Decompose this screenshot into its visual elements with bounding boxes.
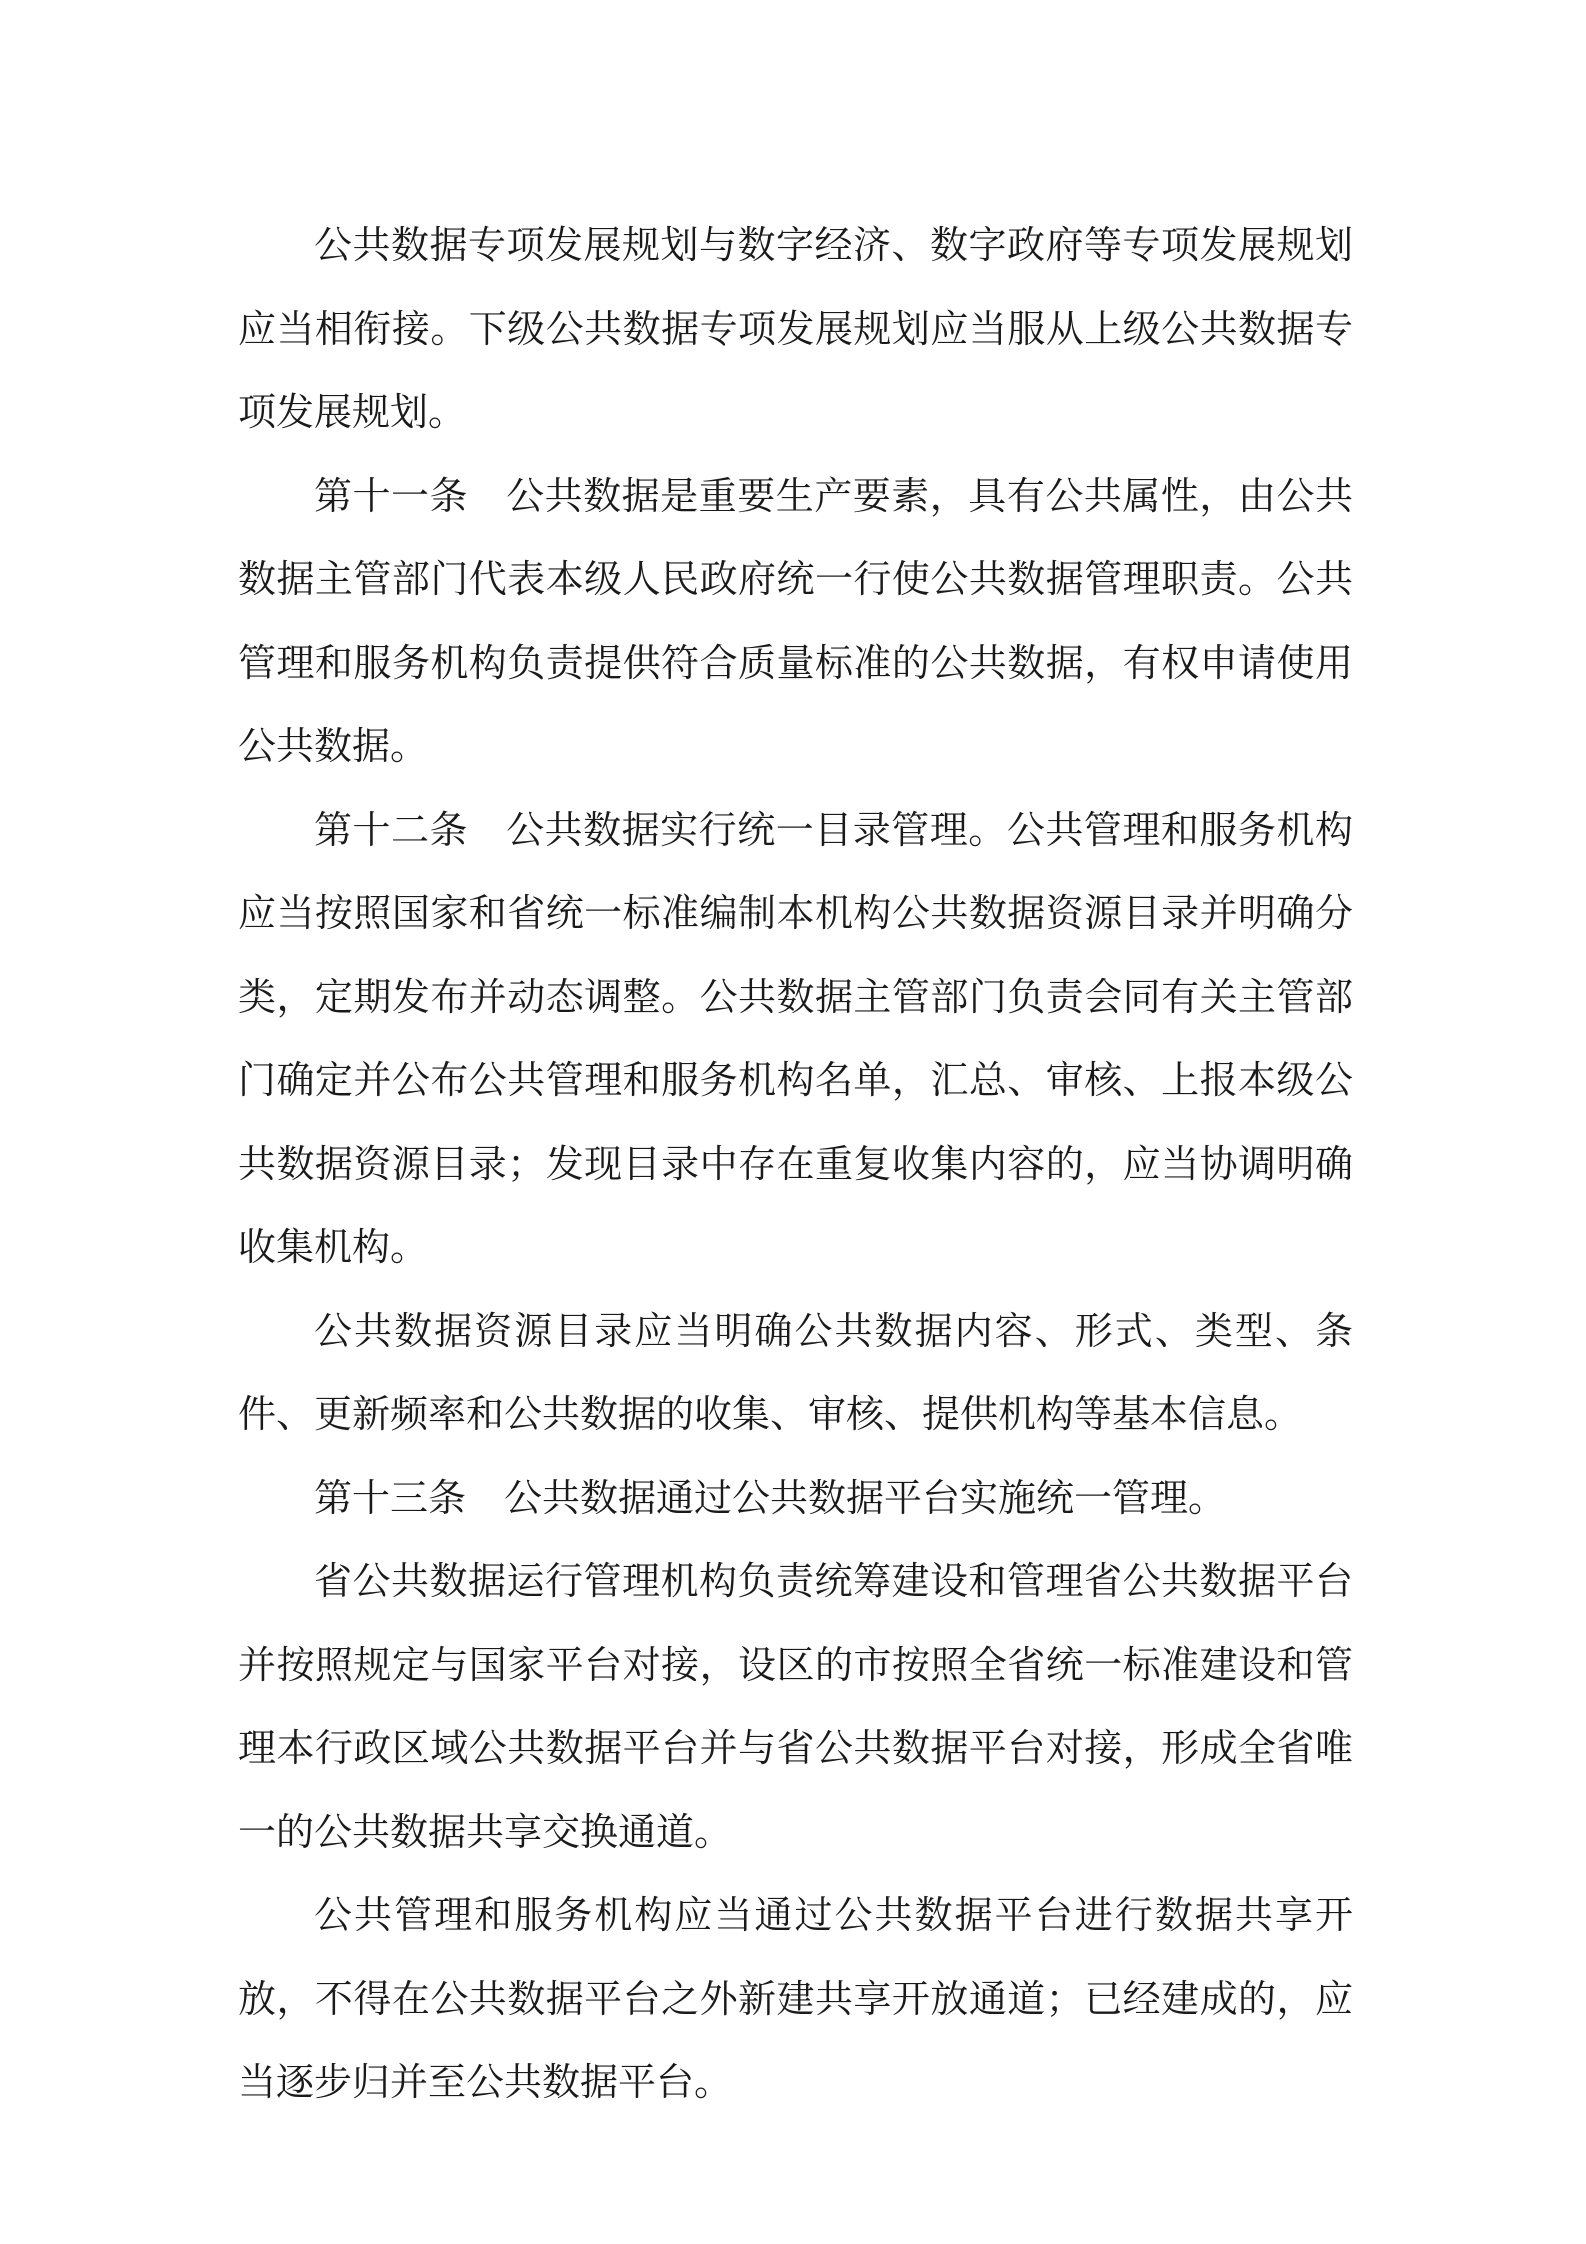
paragraph-text: 省公共数据运行管理机构负责统筹建设和管理省公共数据平台并按照规定与国家平台对接，设区的市按照全省统一标准建设和管理本行政区域公共数据平台并与省公共数据平台对接，形成全省唯一的公共数据共享交换通道。 xyxy=(238,1559,1353,1854)
paragraph-text: 公共数据通过公共数据平台实施统一管理。 xyxy=(504,1475,1227,1520)
paragraph-text: 公共管理和服务机构应当通过公共数据平台进行数据共享开放，不得在公共数据平台之外新建共享开放通道；已经建成的，应当逐步归并至公共数据平台。 xyxy=(238,1893,1353,2104)
article-number: 第十二条 xyxy=(314,807,469,852)
paragraph-text: 公共数据实行统一目录管理。公共管理和服务机构应当按照国家和省统一标准编制本机构公共数据资源目录并明确分类，定期发布并动态调整。公共数据主管部门负责会同有关主管部门确定并公布公共管理和服务机构名单，汇总、审核、上报本级公共数据资源目录；发现目录中存在重复收集内容的，应当协调明确收集机构。 xyxy=(238,807,1353,1269)
paragraph-text: 公共数据是重要生产要素，具有公共属性，由公共数据主管部门代表本级人民政府统一行使公共数据管理职责。公共管理和服务机构负责提供符合质量标准的公共数据，有权申请使用公共数据。 xyxy=(238,473,1353,768)
paragraph-article-13 xyxy=(238,1457,1353,1541)
paragraph-article-12 xyxy=(238,789,1353,1290)
paragraph-1 xyxy=(238,204,1353,455)
paragraph-text: 公共数据资源目录应当明确公共数据内容、形式、类型、条件、更新频率和公共数据的收集、审核、提供机构等基本信息。 xyxy=(238,1308,1353,1436)
article-number: 第十三条 xyxy=(314,1475,467,1520)
article-number: 第十一条 xyxy=(314,473,469,518)
paragraph-article-11 xyxy=(238,455,1353,789)
document-body xyxy=(238,204,1353,2125)
paragraph-6 xyxy=(238,1540,1353,1874)
paragraph-7 xyxy=(238,1874,1353,2125)
paragraph-4 xyxy=(238,1290,1353,1457)
paragraph-text: 公共数据专项发展规划与数字经济、数字政府等专项发展规划应当相衔接。下级公共数据专项发展规划应当服从上级公共数据专项发展规划。 xyxy=(238,223,1353,434)
